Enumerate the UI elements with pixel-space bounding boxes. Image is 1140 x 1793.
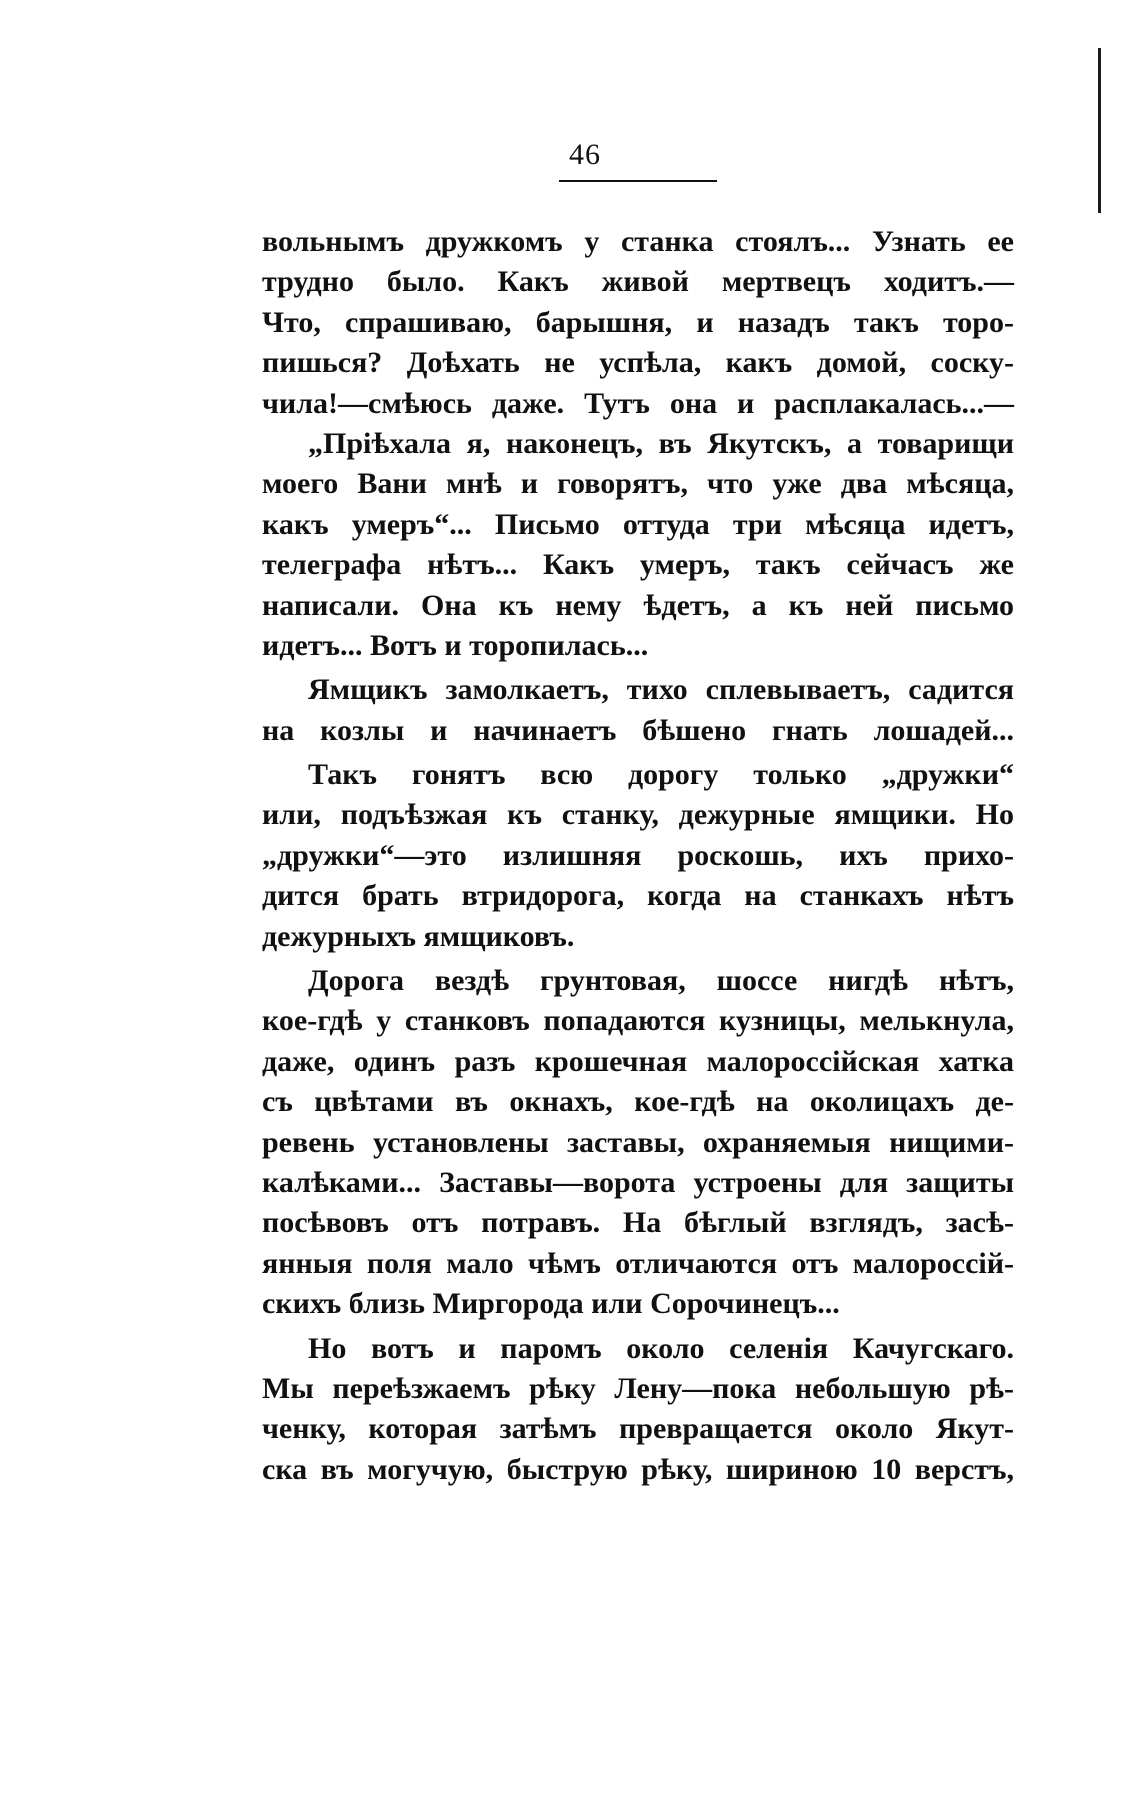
- text-line: янныя поля мало чѣмъ отличаются отъ малороссій-: [262, 1246, 1014, 1280]
- text-line: трудно было. Какъ живой мертвецъ ходитъ.—: [262, 265, 1014, 299]
- text-line: скихъ близь Миргорода или Сорочинецъ...: [262, 1287, 840, 1321]
- text-line: дится брать втридорога, когда на станкахъ нѣтъ: [262, 879, 1014, 913]
- text-line: ченку, которая затѣмъ превращается около Якут-: [262, 1412, 1014, 1446]
- paragraph: [262, 670, 1014, 751]
- text-line: какъ умеръ“... Письмо оттуда три мѣсяца идетъ,: [262, 507, 1014, 541]
- text-line: ревень установлены заставы, охраняемыя нищими-: [262, 1125, 1014, 1159]
- text-line: даже, одинъ разъ крошечная малороссійская хатка: [262, 1044, 1014, 1078]
- text-line: моего Вани мнѣ и говорятъ, что уже два мѣсяца,: [262, 467, 1014, 501]
- page-number: 46: [569, 138, 601, 171]
- text-line: кое-гдѣ у станковъ попадаются кузницы, мелькнула,: [262, 1004, 1014, 1038]
- text-line: или, подъѣзжая къ станку, дежурные ямщики. Но: [262, 798, 1014, 832]
- text-line: дежурныхъ ямщиковъ.: [262, 919, 575, 953]
- text-line: идетъ... Вотъ и торопилась...: [262, 628, 649, 662]
- page-number-rule: [559, 180, 717, 182]
- paragraph: [262, 1329, 1014, 1491]
- text-line: написали. Она къ нему ѣдетъ, а къ ней письмо: [262, 588, 1014, 622]
- page-edge-mark: [1098, 48, 1101, 213]
- text-line: посѣвовъ отъ потравъ. На бѣглый взглядъ, засѣ-: [262, 1206, 1014, 1240]
- text-line: пишься? Доѣхать не успѣла, какъ домой, соску-: [262, 346, 1014, 380]
- paragraph: [262, 961, 1014, 1325]
- paragraph: [262, 222, 1014, 666]
- text-line: съ цвѣтами въ окнахъ, кое-гдѣ на околицахъ де-: [262, 1085, 1014, 1119]
- text-line: Такъ гонятъ всю дорогу только „дружки“: [308, 758, 1014, 792]
- body-text: [262, 222, 1014, 1490]
- text-line: Но вотъ и паромъ около селенія Качугскаго.: [308, 1331, 1014, 1365]
- text-line: ска въ могучую, быструю рѣку, шириною 10 верстъ,: [262, 1452, 1014, 1486]
- paragraph: [262, 755, 1014, 957]
- text-line: „Пріѣхала я, наконецъ, въ Якутскъ, а товарищи: [308, 426, 1014, 460]
- text-line: калѣками... Заставы—ворота устроены для защиты: [262, 1165, 1014, 1199]
- text-line: Ямщикъ замолкаетъ, тихо сплевываетъ, садится: [308, 673, 1014, 707]
- text-line: „дружки“—это излишняя роскошь, ихъ прихо-: [262, 838, 1014, 872]
- text-line: на козлы и начинаетъ бѣшено гнать лошадей...: [262, 713, 1014, 747]
- text-line: вольнымъ дружкомъ у станка стоялъ... Узнать ее: [262, 225, 1014, 258]
- text-line: телеграфа нѣтъ... Какъ умеръ, такъ сейчасъ же: [262, 548, 1014, 582]
- text-line: чила!—смѣюсь даже. Тутъ она и расплакалась...—: [262, 386, 1014, 420]
- text-line: Мы переѣзжаемъ рѣку Лену—пока небольшую рѣ-: [262, 1371, 1014, 1405]
- text-line: Что, спрашиваю, барышня, и назадъ такъ торо-: [262, 305, 1014, 339]
- text-line: Дорога вездѣ грунтовая, шоссе нигдѣ нѣтъ,: [308, 964, 1014, 998]
